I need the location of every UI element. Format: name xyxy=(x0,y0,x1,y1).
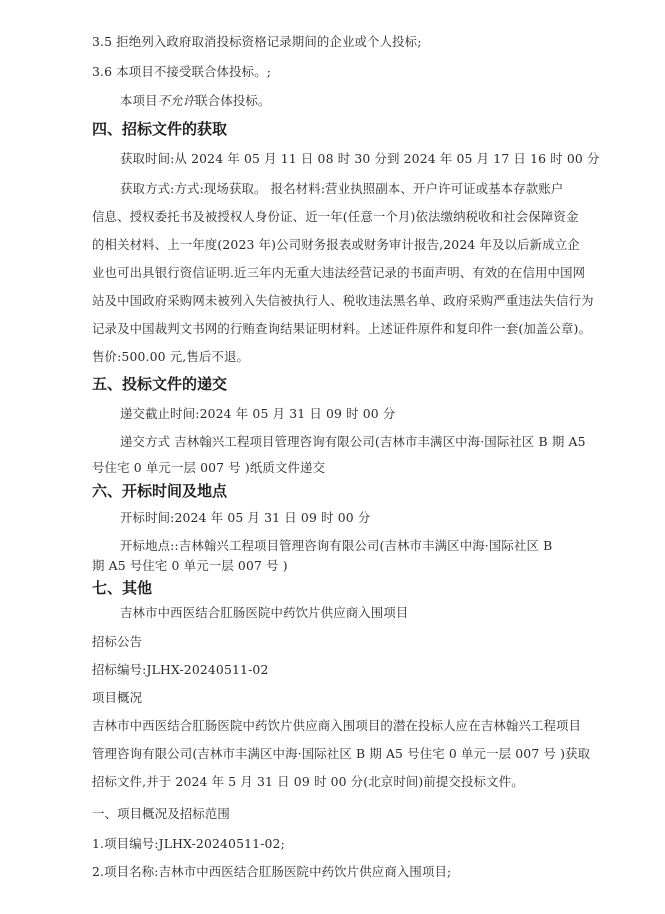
section-7-heading: 七、其他 xyxy=(92,579,153,597)
section-4-line: 信息、授权委托书及被授权人身份证、近一年(任意一个月)依法缴纳税收和社会保障资金 xyxy=(92,209,579,224)
tender-number: 招标编号:JLHX-20240511-02 xyxy=(92,662,269,677)
joint-bid-italic: 不允许 xyxy=(157,93,196,108)
section-6-line: 期 A5 号住宅 0 单元一层 007 号 ) xyxy=(92,558,288,573)
section-5-heading: 五、投标文件的递交 xyxy=(92,375,228,393)
section-5-line: 号住宅 0 单元一层 007 号 )纸质文件递交 xyxy=(92,460,326,475)
section-6-line: 开标地点::吉林翰兴工程项目管理咨询有限公司(吉林市丰满区中海·国际社区 B xyxy=(120,538,553,553)
section-6-line: 开标时间:2024 年 05 月 31 日 09 时 00 分 xyxy=(120,510,371,525)
overview-line: 管理咨询有限公司(吉林市丰满区中海·国际社区 B 期 A5 号住宅 0 单元一层 007 号 )获取 xyxy=(92,746,591,761)
item-project-name: 2.项目名称:吉林市中西医结合肛肠医院中药饮片供应商入围项目; xyxy=(92,864,452,879)
section-6-heading: 六、开标时间及地点 xyxy=(92,482,228,500)
section-4-line: 站及中国政府采购网未被列入失信被执行人、税收违法黑名单、政府采购严重违法失信行为 xyxy=(92,293,594,308)
section-4-line: 业也可出具银行资信证明.近三年内无重大违法经营记录的书面声明、有效的在信用中国网 xyxy=(92,265,586,280)
overview-line: 招标文件,并于 2024 年 5 月 31 日 09 时 00 分(北京时间)前提交投标文件。 xyxy=(92,774,524,789)
section-4-line: 获取时间:从 2024 年 05 月 11 日 08 时 30 分到 2024 年 05 月 17 日 16 时 00 分 xyxy=(120,151,600,166)
section-5-line: 递交截止时间:2024 年 05 月 31 日 09 时 00 分 xyxy=(120,406,396,421)
joint-bid-prefix: 本项目 xyxy=(120,93,158,108)
scope-heading: 一、项目概况及招标范围 xyxy=(92,806,230,821)
section-4-line: 记录及中国裁判文书网的行贿查询结果证明材料。上述证件原件和复印件一套(加盖公章)。 xyxy=(92,321,592,336)
clause-3-5: 3.5 拒绝列入政府取消投标资格记录期间的企业或个人投标; xyxy=(92,34,422,49)
project-overview-label: 项目概况 xyxy=(92,690,143,705)
section-5-line: 递交方式 吉林翰兴工程项目管理咨询有限公司(吉林市丰满区中海·国际社区 B 期 A5 xyxy=(120,434,586,449)
notice-title: 招标公告 xyxy=(92,634,143,649)
joint-bid-statement xyxy=(120,92,271,110)
section-4-price: 售价:500.00 元,售后不退。 xyxy=(92,349,250,364)
section-4-heading: 四、招标文件的获取 xyxy=(92,120,228,138)
item-project-number: 1.项目编号:JLHX-20240511-02; xyxy=(92,836,285,851)
overview-line: 吉林市中西医结合肛肠医院中药饮片供应商入围项目的潜在投标人应在吉林翰兴工程项目 xyxy=(92,718,582,733)
joint-bid-suffix: 联合体投标。 xyxy=(195,93,271,108)
section-4-line: 的相关材料、上一年度(2023 年)公司财务报表或财务审计报告,2024 年及以后新成立企 xyxy=(92,237,580,252)
section-4-line: 获取方式:方式:现场获取。 报名材料:营业执照副本、开户许可证或基本存款账户 xyxy=(120,181,564,196)
project-name-line: 吉林市中西医结合肛肠医院中药饮片供应商入围项目 xyxy=(120,605,409,620)
clause-3-6: 3.6 本项目不接受联合体投标。; xyxy=(92,64,272,79)
